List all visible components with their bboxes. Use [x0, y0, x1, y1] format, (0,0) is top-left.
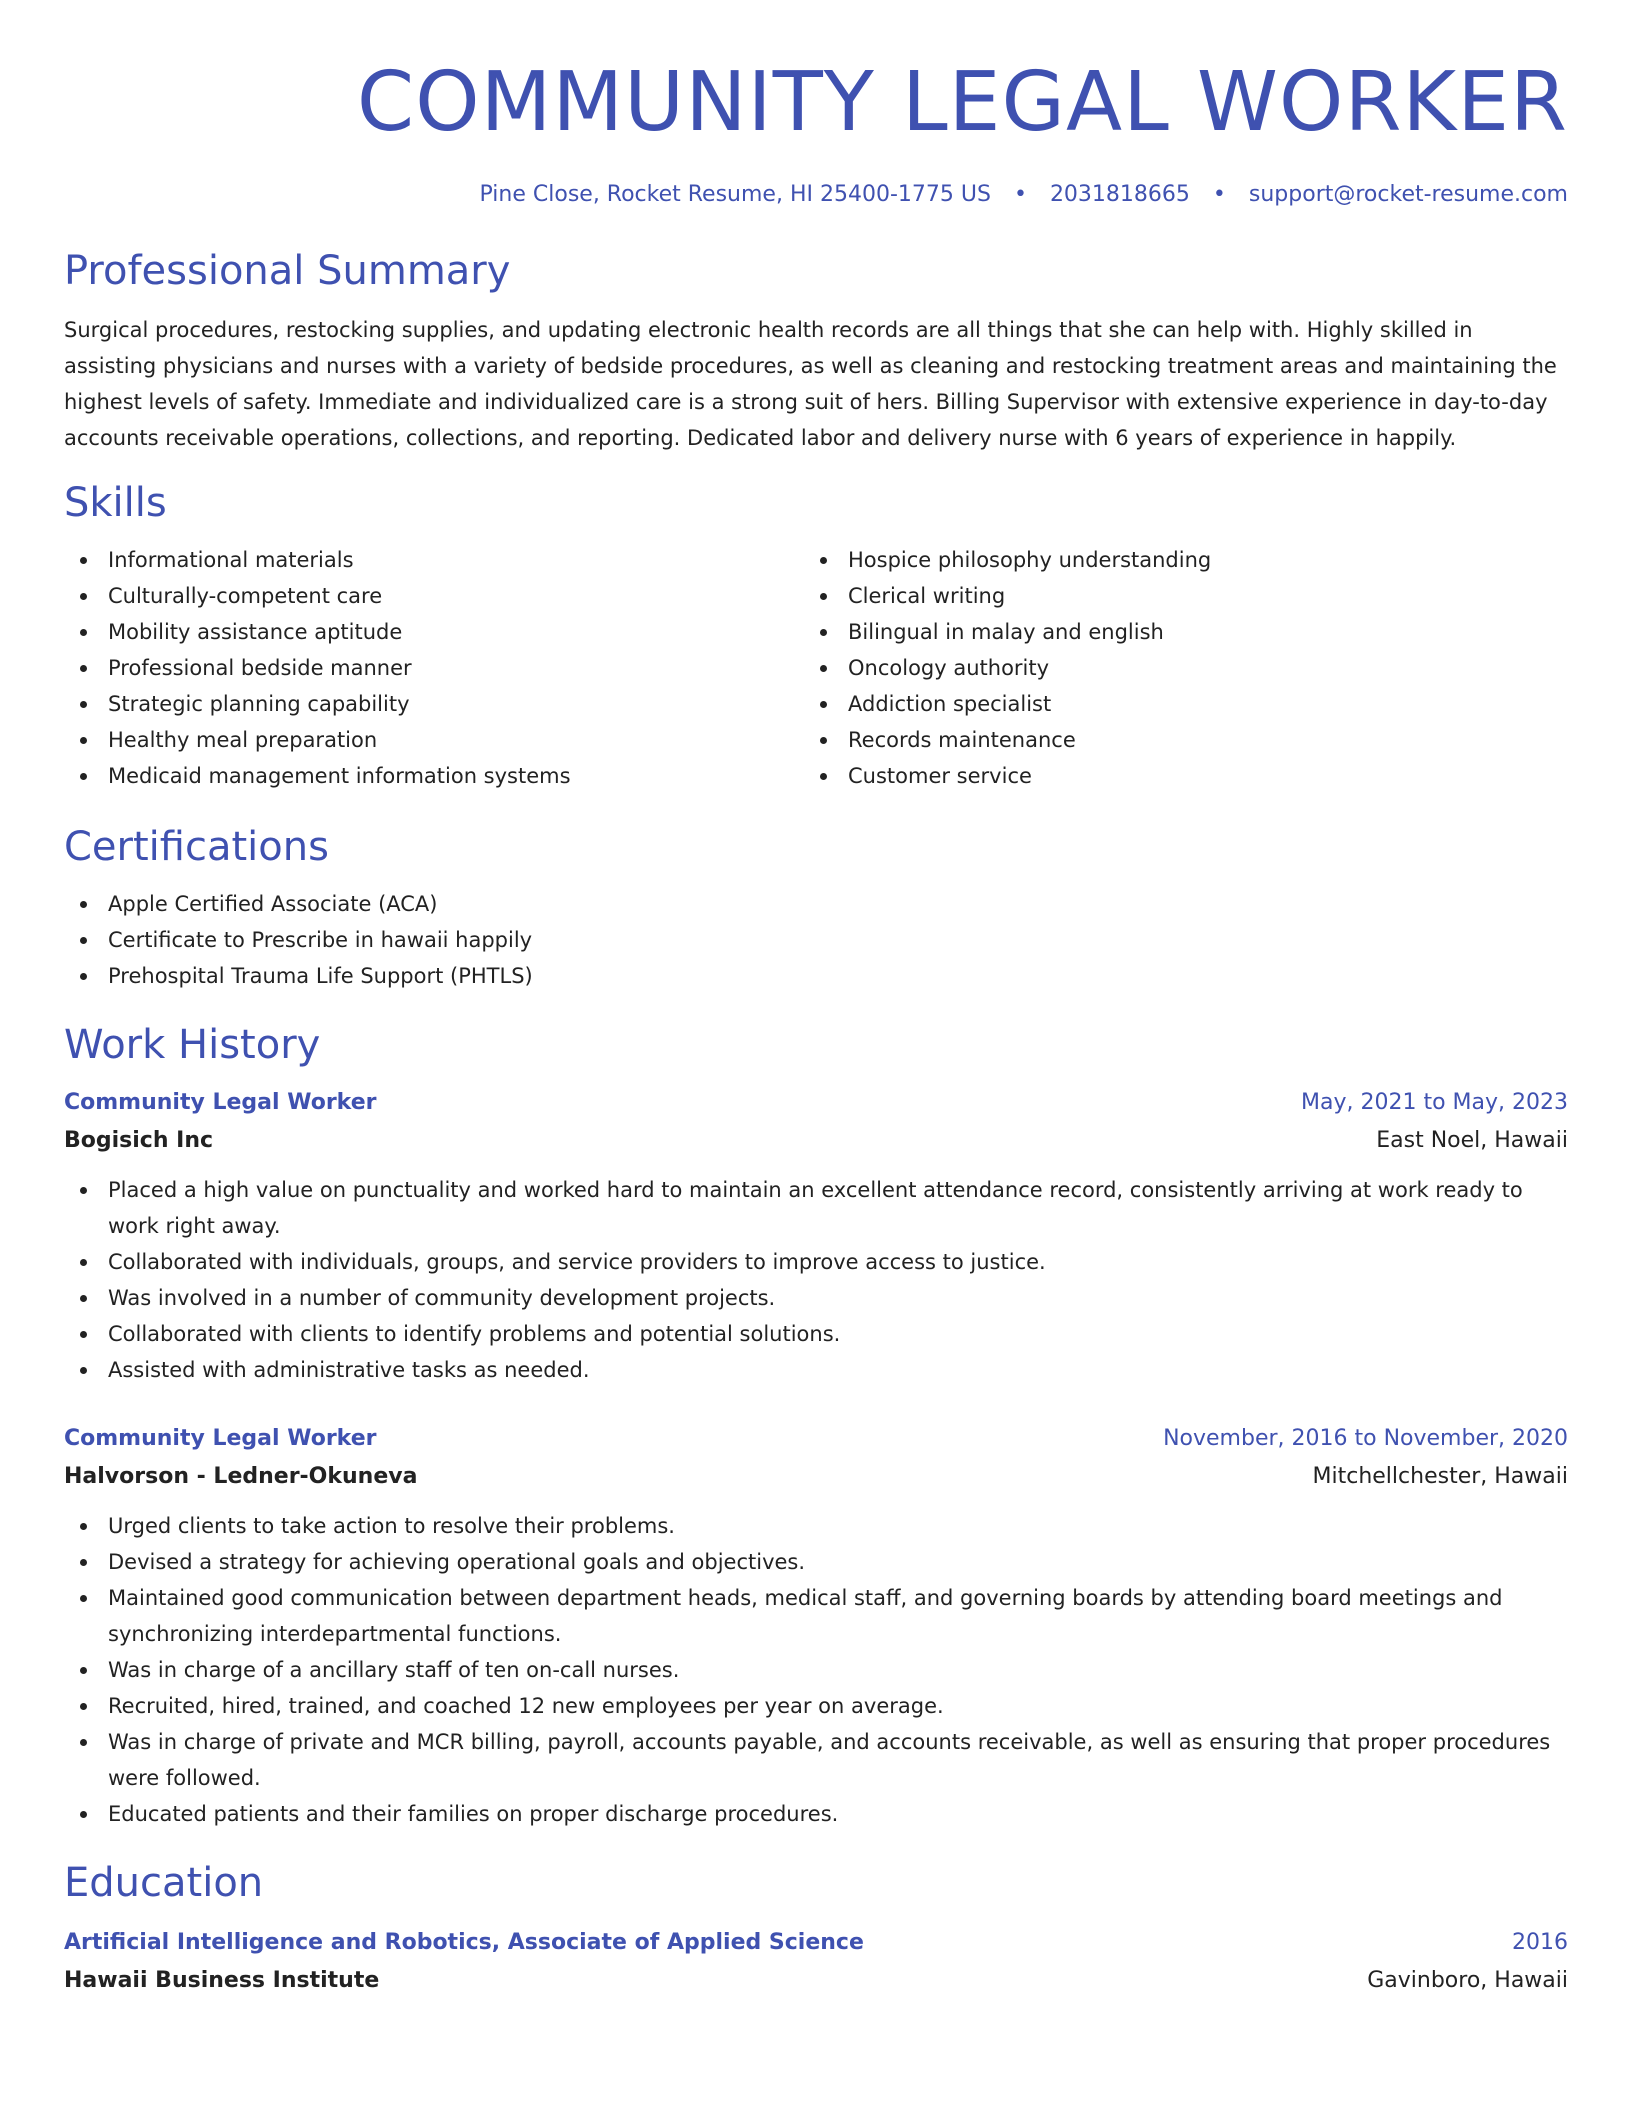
- job-company: Halvorson - Ledner-Okuneva: [64, 1464, 418, 1489]
- skill-item: Medicaid management information systems: [64, 758, 804, 794]
- resume-header: [64, 0, 1568, 210]
- job-duty: Maintained good communication between department heads, medical staff, and governing boards by attending board meetings and synchronizing interdepartmental functions.: [64, 1580, 1568, 1652]
- job-duty: Was in charge of a ancillary staff of ten on-call nurses.: [64, 1652, 1568, 1688]
- job-role: Community Legal Worker: [64, 1426, 377, 1451]
- contact-separator: •: [1013, 182, 1027, 207]
- skills-list-right: [804, 542, 1544, 794]
- contact-separator: •: [1212, 182, 1226, 207]
- job-duty: Recruited, hired, trained, and coached 12 new employees per year on average.: [64, 1688, 1568, 1724]
- job-duty: Was in charge of private and MCR billing, payroll, accounts payable, and accounts receivable, as well as ensuring that proper procedures were followed.: [64, 1724, 1568, 1796]
- job-duty: Devised a strategy for achieving operational goals and objectives.: [64, 1544, 1568, 1580]
- skill-item: Strategic planning capability: [64, 686, 804, 722]
- job-duty: Was involved in a number of community development projects.: [64, 1280, 1568, 1316]
- education-section: [64, 1858, 1568, 2000]
- certifications-heading: Certifications: [64, 824, 329, 870]
- certifications-list: [64, 886, 1568, 994]
- education-degree: Artificial Intelligence and Robotics, Associate of Applied Science: [64, 1930, 864, 1955]
- certification-item: Apple Certified Associate (ACA): [64, 886, 1568, 922]
- skill-item: Professional bedside manner: [64, 650, 804, 686]
- skill-item: Clerical writing: [804, 578, 1544, 614]
- work-history-heading: Work History: [64, 1022, 321, 1068]
- skills-list-left: [64, 542, 804, 794]
- skill-item: Addiction specialist: [804, 686, 1544, 722]
- job-title-row: [64, 1420, 1568, 1458]
- education-year: 2016: [1512, 1930, 1568, 1955]
- skill-item: Records maintenance: [804, 722, 1544, 758]
- work-history-section: [64, 1020, 1568, 1832]
- skills-columns: [64, 542, 1568, 794]
- job-location: East Noel, Hawaii: [1376, 1128, 1568, 1153]
- job-duty: Assisted with administrative tasks as needed.: [64, 1352, 1568, 1388]
- job-company-row: [64, 1122, 1568, 1160]
- job-duty: Collaborated with clients to identify problems and potential solutions.: [64, 1316, 1568, 1352]
- education-location: Gavinboro, Hawaii: [1367, 1968, 1568, 1993]
- skill-item: Customer service: [804, 758, 1544, 794]
- job-duty: Placed a high value on punctuality and worked hard to maintain an excellent attendance record, consistently arriving at work ready to work right away.: [64, 1172, 1568, 1244]
- contact-line: [64, 180, 1568, 210]
- job-dates: May, 2021 to May, 2023: [1301, 1090, 1568, 1115]
- job-duty: Urged clients to take action to resolve their problems.: [64, 1508, 1568, 1544]
- certification-item: Prehospital Trauma Life Support (PHTLS): [64, 958, 1568, 994]
- skill-item: Hospice philosophy understanding: [804, 542, 1544, 578]
- contact-address: Pine Close, Rocket Resume, HI 25400-1775 US: [479, 182, 991, 207]
- contact-phone[interactable]: 2031818665: [1049, 182, 1190, 207]
- skills-heading: Skills: [64, 480, 167, 526]
- skill-item: Bilingual in malay and english: [804, 614, 1544, 650]
- skill-item: Healthy meal preparation: [64, 722, 804, 758]
- skill-item: Informational materials: [64, 542, 804, 578]
- job-role: Community Legal Worker: [64, 1090, 377, 1115]
- job-entry: [64, 1084, 1568, 1388]
- education-school: Hawaii Business Institute: [64, 1968, 380, 1993]
- job-location: Mitchellchester, Hawaii: [1312, 1464, 1568, 1489]
- job-duty: Educated patients and their families on proper discharge procedures.: [64, 1796, 1568, 1832]
- skill-item: Mobility assistance aptitude: [64, 614, 804, 650]
- summary-text: Surgical procedures, restocking supplies, and updating electronic health records are all things that she can help with. Highly skilled in assisting physicians and nurses with a variety of bedside procedures, as well as cleaning and restocking treatment areas and maintaining the highest levels of safety. Immediate and individualized care is a strong suit of hers. Billing Supervisor with extensive experience in day-to-day accounts receivable operations, collections, and reporting. Dedicated labor and delivery nurse with 6 years of experience in happily.: [64, 318, 1557, 450]
- job-company-row: [64, 1458, 1568, 1496]
- contact-email[interactable]: support@rocket-resume.com: [1248, 182, 1568, 207]
- job-title-row: [64, 1084, 1568, 1122]
- education-entry: [64, 1924, 1568, 2000]
- education-degree-row: [64, 1924, 1568, 1962]
- certifications-section: [64, 822, 1568, 994]
- job-entry: [64, 1420, 1568, 1832]
- summary-section: [64, 246, 1568, 456]
- skill-item: Oncology authority: [804, 650, 1544, 686]
- job-duties-list: [64, 1172, 1568, 1388]
- education-heading: Education: [64, 1860, 264, 1906]
- summary-heading: Professional Summary: [64, 248, 511, 294]
- job-dates: November, 2016 to November, 2020: [1163, 1426, 1568, 1451]
- skills-section: [64, 478, 1568, 794]
- education-school-row: [64, 1962, 1568, 2000]
- certification-item: Certificate to Prescribe in hawaii happily: [64, 922, 1568, 958]
- skill-item: Culturally-competent care: [64, 578, 804, 614]
- job-company: Bogisich Inc: [64, 1128, 214, 1153]
- job-duties-list: [64, 1508, 1568, 1832]
- job-duty: Collaborated with individuals, groups, and service providers to improve access to justice.: [64, 1244, 1568, 1280]
- candidate-title: COMMUNITY LEGAL WORKER: [356, 55, 1568, 150]
